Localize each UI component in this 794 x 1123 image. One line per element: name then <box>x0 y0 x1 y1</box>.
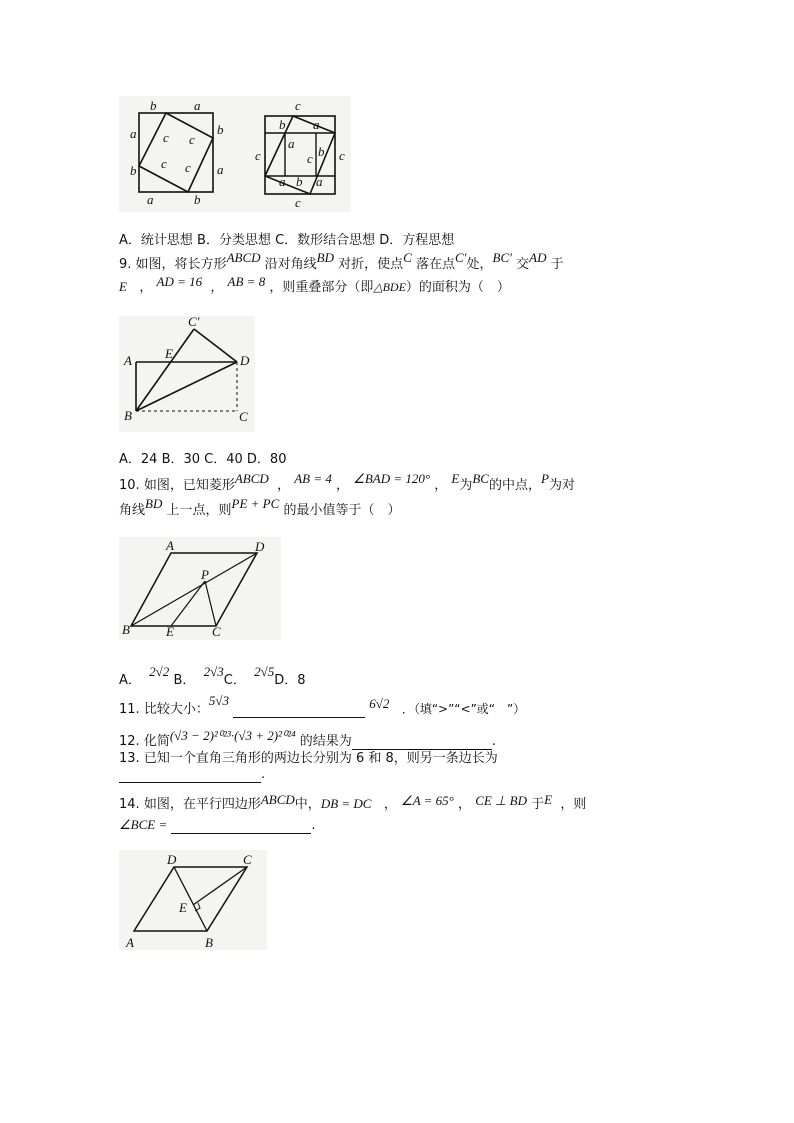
q10-value-a: 2√2 <box>149 664 170 679</box>
q9-text: 沿对角线 <box>264 257 317 272</box>
q10-figure <box>119 537 281 640</box>
q13-answer-blank[interactable] <box>119 768 261 783</box>
q14-text: ， <box>383 797 397 812</box>
q10-math: P <box>540 471 549 486</box>
q10-text: ， <box>336 478 350 493</box>
q14-text: ，则 <box>560 797 587 812</box>
label: c <box>295 98 301 113</box>
q14-text: 于 <box>531 797 545 812</box>
q9-math: ABCD <box>226 250 261 265</box>
q9-math: C <box>403 250 412 265</box>
label: B <box>124 408 132 423</box>
q10-text: ， <box>434 478 448 493</box>
q9-math: AD = 16 <box>156 274 203 289</box>
label: D <box>255 539 265 554</box>
label: a <box>288 136 295 151</box>
q10-line2 <box>119 496 401 519</box>
q10-math: PE + PC <box>231 496 280 511</box>
q12-number: 12. <box>119 734 140 749</box>
q9-text: 交 <box>516 257 530 272</box>
label: a <box>313 117 320 132</box>
q10-option-a: A． <box>119 673 141 688</box>
label: b <box>194 192 201 207</box>
q10-text: 的中点， <box>488 478 541 493</box>
q14-math: ABCD <box>260 792 295 807</box>
label: a <box>217 162 224 177</box>
q10-math: ∠BAD = 120° <box>353 471 431 486</box>
q10-text: ， <box>277 478 291 493</box>
label: A <box>166 538 174 553</box>
q9-math: BC′ <box>492 250 512 265</box>
q13-line2 <box>119 767 265 783</box>
q10-line1 <box>119 471 575 494</box>
rectangle-fold-diagram <box>119 316 255 432</box>
label: B <box>205 935 213 950</box>
q13-number: 13. <box>119 751 140 766</box>
q13-text: 已知一个直角三角形的两边长分别为 6 和 8，则另一条边长为 <box>143 751 498 766</box>
q14-math: DB = DC <box>320 796 372 811</box>
q9-math: C′ <box>455 250 467 265</box>
q10-math: E <box>451 471 460 486</box>
label: c <box>163 130 169 145</box>
label: a <box>194 98 201 113</box>
q9-text: 落在点 <box>415 257 455 272</box>
q9-number: 9. <box>119 257 132 272</box>
rhombus-diagram <box>119 537 281 640</box>
label: a <box>130 126 137 141</box>
label: c <box>185 160 191 175</box>
q8-options: A．统计思想 B．分类思想 C．数形结合思想 D．方程思想 <box>119 233 455 248</box>
label: E <box>179 900 187 915</box>
q10-options <box>119 664 306 689</box>
q14-answer-blank[interactable] <box>171 819 311 834</box>
q9-math: BD <box>316 250 335 265</box>
q11-answer-blank[interactable] <box>233 703 365 718</box>
q9-text: ）的面积为（ ） <box>405 280 510 295</box>
q11-left: 5√3 <box>208 693 229 708</box>
q14-figure <box>119 850 267 950</box>
q10-option-d: D．8 <box>274 673 306 688</box>
label: c <box>161 156 167 171</box>
q14-text: 中， <box>294 797 321 812</box>
q10-option-b: B． <box>173 673 196 688</box>
q12-answer-blank[interactable] <box>352 735 492 750</box>
q12-text: 的结果为 <box>299 734 352 749</box>
q10-number: 10. <box>119 478 140 493</box>
label: b <box>130 163 137 178</box>
q9-math: AD <box>529 250 547 265</box>
label: C′ <box>188 316 200 329</box>
label: b <box>318 144 325 159</box>
q12-expression: (√3 − 2)²⁰²³·(√3 + 2)²⁰²⁴ <box>169 728 296 743</box>
label: c <box>295 195 301 210</box>
q14-math: E <box>544 792 553 807</box>
label: c <box>307 151 313 166</box>
label: C <box>243 852 252 867</box>
q13-line1 <box>119 751 498 767</box>
q10-text: 为对 <box>548 478 575 493</box>
label: A <box>126 935 134 950</box>
q13-end: . <box>261 767 266 782</box>
q9-line1 <box>119 250 564 273</box>
q11-hint: ．（填“>”“<”或“ ”） <box>401 702 526 716</box>
q9-text: 如图，将长方形 <box>135 257 227 272</box>
q14-math: ∠A = 65° <box>401 793 454 808</box>
q14-line2 <box>119 817 316 834</box>
q9-text: ， <box>210 280 224 295</box>
q12-line <box>119 728 496 750</box>
q14-number: 14. <box>119 797 140 812</box>
pythagoras-diagram <box>119 96 351 212</box>
q10-math: BC <box>472 471 489 486</box>
label: c <box>255 148 261 163</box>
q9-text: 对折，使点 <box>338 257 404 272</box>
q14-text: ， <box>458 797 472 812</box>
label: c <box>339 148 345 163</box>
q9-math: AB = 8 <box>227 274 266 289</box>
q9-figure <box>119 316 255 432</box>
label: C <box>212 624 221 639</box>
q12-text: 化简 <box>143 734 170 749</box>
label: b <box>296 174 303 189</box>
q10-value-c: 2√5 <box>254 664 275 679</box>
label: E <box>165 346 173 361</box>
label: a <box>316 174 323 189</box>
label: A <box>124 353 132 368</box>
q9-math: △BDE <box>373 280 406 294</box>
q14-line1 <box>119 792 587 813</box>
q9-text: ，则重叠部分（即 <box>269 280 374 295</box>
q9-options: A．24 B．30 C．40 D．80 <box>119 452 287 467</box>
q11-right: 6√2 <box>369 696 390 711</box>
q9-text: 处， <box>466 257 493 272</box>
q10-math: BD <box>145 496 163 511</box>
q9-text: 于 <box>550 257 564 272</box>
q10-value-b: 2√3 <box>203 664 224 679</box>
q10-math: ABCD <box>234 471 269 486</box>
parallelogram-diagram <box>119 850 267 950</box>
q11-text: 比较大小： <box>143 702 209 717</box>
pythagoras-figure <box>119 96 351 212</box>
label: a <box>147 192 154 207</box>
q9-text: ， <box>139 280 153 295</box>
label: E <box>166 624 174 639</box>
label: D <box>240 353 250 368</box>
q11-line <box>119 693 526 718</box>
q10-text: 上一点，则 <box>166 503 232 518</box>
q10-math: AB = 4 <box>294 471 332 486</box>
q14-math: CE ⊥ BD <box>475 793 527 808</box>
q14-end: . <box>311 818 316 833</box>
label: P <box>201 567 209 582</box>
label: b <box>150 98 157 113</box>
q10-text: 角线 <box>119 503 146 518</box>
label: b <box>279 117 286 132</box>
q9-math: E <box>119 279 127 294</box>
q12-end: . <box>491 734 496 749</box>
q10-text: 的最小值等于（ ） <box>283 503 401 518</box>
q10-text: 如图，已知菱形 <box>143 478 235 493</box>
q10-text: 为 <box>459 478 473 493</box>
label: b <box>217 122 224 137</box>
label: B <box>122 622 130 637</box>
label: D <box>167 852 177 867</box>
q11-number: 11. <box>119 702 140 717</box>
label: c <box>189 132 195 147</box>
label: C <box>239 409 248 424</box>
q14-text: 如图，在平行四边形 <box>143 797 261 812</box>
q14-math: ∠BCE = <box>119 817 168 832</box>
label: a <box>279 174 286 189</box>
q9-line2 <box>119 274 510 296</box>
q10-option-c: C． <box>223 673 246 688</box>
